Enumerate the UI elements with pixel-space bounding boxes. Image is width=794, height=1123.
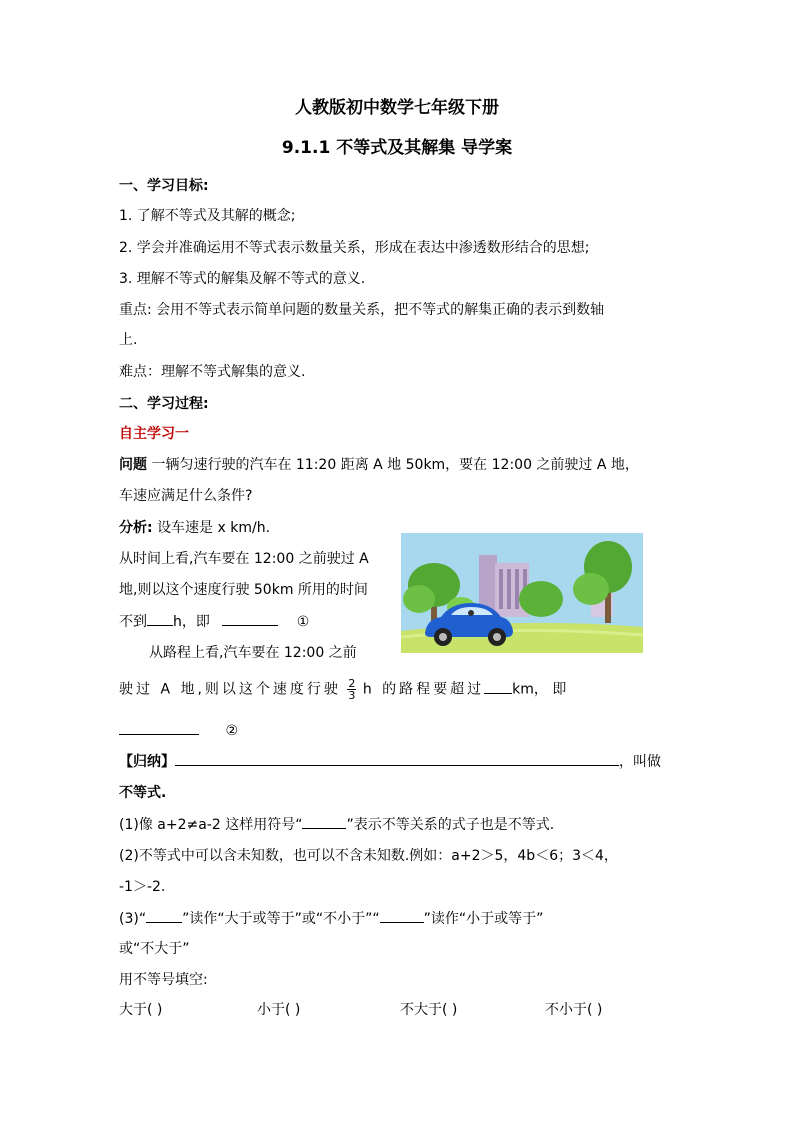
route-line-1: 从路程上看,汽车要在 12:00 之前 (149, 645, 357, 661)
goal-2: 2. 学会并准确运用不等式表示数量关系，形成在表达中渗透数形结合的思想; (119, 240, 590, 256)
fill-item-not-greater[interactable]: 不大于( ) (400, 1002, 458, 1018)
note-1-a: (1)像 a+2≠a-2 这样用符号“ (119, 817, 303, 833)
analysis-line (119, 518, 270, 538)
note-1-b: ”表示不等关系的式子也是不等式. (346, 817, 555, 833)
self-study-heading: 自主学习一 (119, 426, 189, 442)
time-line-3-b: h，即 (173, 614, 210, 630)
note-2-cont: -1＞-2. (119, 879, 166, 895)
le-symbol-blank[interactable] (380, 908, 424, 923)
summary-blank[interactable] (175, 751, 619, 766)
document-subtitle: 9.1.1 不等式及其解集 导学案 (281, 138, 513, 158)
ge-symbol-blank[interactable] (146, 908, 182, 923)
problem-label: 问题 (119, 457, 147, 473)
summary-line (119, 751, 661, 772)
summary-term: 不等式. (119, 785, 167, 801)
route-line-2-c: km， 即 (512, 681, 567, 698)
route-line-2-b: h 的路程要超过 (362, 681, 485, 698)
inequality-2-blank[interactable] (119, 720, 199, 735)
inequality-2-line (119, 720, 238, 741)
note-3 (119, 908, 543, 929)
two-thirds-fraction (347, 678, 356, 701)
time-hours-blank[interactable] (147, 611, 173, 626)
section1-heading: 一、学习目标: (119, 178, 209, 194)
inequality-1-blank[interactable] (222, 611, 278, 626)
note-3-a: (3)“ (119, 911, 147, 927)
goal-3: 3. 理解不等式的解集及解不等式的意义. (119, 271, 366, 287)
route-line-2-a: 驶过 A 地,则以这个速度行驶 (119, 681, 341, 698)
route-line-2 (119, 678, 566, 701)
mark-2: ② (225, 723, 239, 739)
key-point: 重点: 会用不等式表示简单问题的数量关系，把不等式的解集正确的表示到数轴 (119, 302, 605, 318)
car-city-scene-icon (401, 533, 643, 653)
goal-1: 1. 了解不等式及其解的概念; (119, 208, 296, 224)
problem-text: 一辆匀速行驶的汽车在 11:20 距离 A 地 50km，要在 12:00 之前驶过 A 地， (151, 457, 639, 473)
difficulty: 难点：理解不等式解集的意义. (119, 364, 306, 380)
fill-item-not-less[interactable]: 不小于( ) (545, 1002, 603, 1018)
note-1 (119, 814, 554, 835)
note-2: (2)不等式中可以含未知数，也可以不含未知数.例如：a+2＞5，4b＜6；3＜4， (119, 848, 618, 864)
summary-label: 【归纳】 (119, 754, 175, 770)
time-line-3 (119, 611, 309, 632)
document-title: 人教版初中数学七年级下册 (295, 98, 499, 118)
time-line-1: 从时间上看,汽车要在 12:00 之前驶过 A (119, 551, 369, 567)
fraction-numerator: 2 (348, 677, 356, 690)
fill-prompt: 用不等号填空: (119, 972, 208, 988)
time-line-3-a: 不到 (119, 614, 147, 630)
note-3-cont: 或“不大于” (119, 941, 190, 957)
fraction-denominator: 3 (348, 689, 356, 702)
section2-heading: 二、学习过程: (119, 396, 209, 412)
time-line-2: 地,则以这个速度行驶 50km 所用的时间 (119, 582, 368, 598)
analysis-text: 设车速是 x km/h. (157, 520, 271, 536)
symbol-blank[interactable] (302, 814, 346, 829)
analysis-label: 分析: (119, 520, 153, 536)
key-point-cont: 上. (119, 332, 138, 348)
note-3-b: ”读作“大于或等于”或“不小于”“ (182, 911, 380, 927)
distance-blank[interactable] (484, 679, 512, 694)
mark-1: ① (296, 614, 310, 630)
problem-line (119, 455, 639, 475)
problem-line-2: 车速应满足什么条件? (119, 488, 253, 504)
note-3-c: ”读作“小于或等于” (423, 911, 544, 927)
fill-item-greater[interactable]: 大于( ) (119, 1002, 163, 1018)
fill-item-less[interactable]: 小于( ) (257, 1002, 301, 1018)
summary-end: ，叫做 (619, 754, 661, 770)
